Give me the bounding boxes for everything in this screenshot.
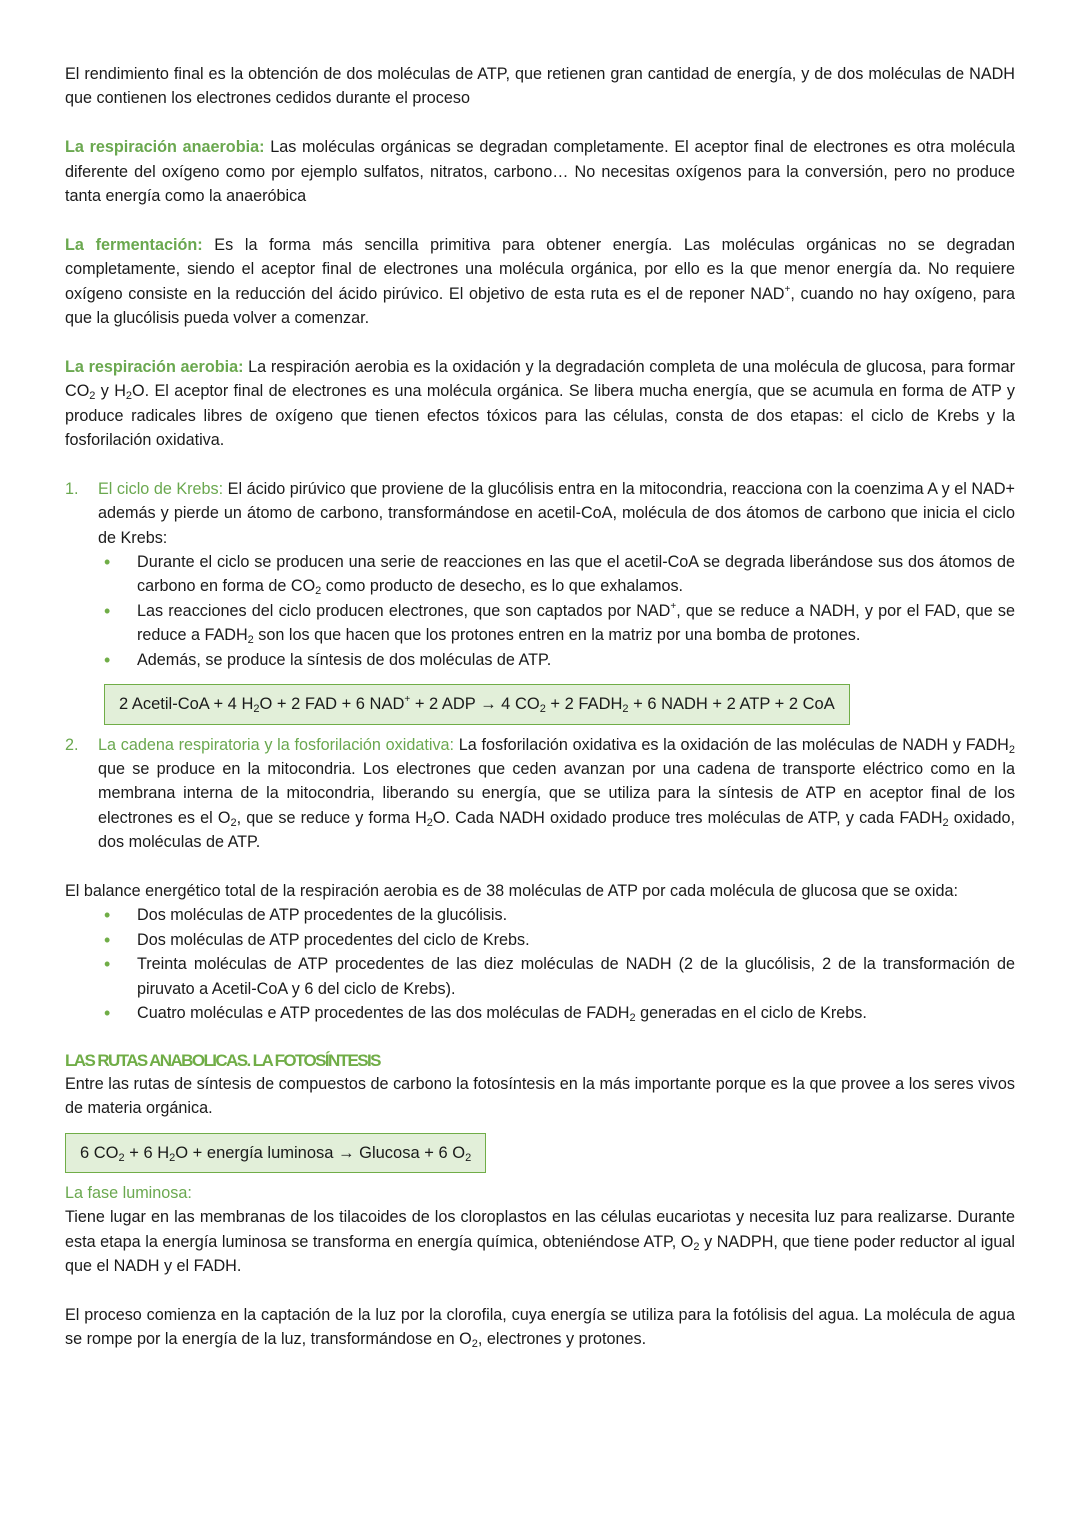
text-run: + 2 FADH [545, 695, 623, 714]
paragraph-rendimiento [65, 62, 1015, 111]
text-run: La fosforilación oxidativa es la oxidación de las moléculas de NADH y FADH [454, 735, 1009, 754]
subscript: 2 [693, 1240, 700, 1253]
text-run: O + 2 FAD + 6 NAD [259, 695, 405, 714]
subscript: 2 [942, 816, 949, 829]
equation-krebs-wrapper [65, 672, 1015, 732]
bullet-item [104, 952, 1015, 1001]
text-run: Las moléculas orgánicas se degradan completamente. El aceptor final de electrones es otra molécula diferente del oxígeno como por ejemplo sulfatos, nitratos, carbono… No necesitas oxígenos para la conversión, pero no produce tanta energía como la anaeróbica [65, 138, 1015, 206]
subscript: 2 [169, 1151, 176, 1164]
bullet-item [104, 648, 1015, 672]
text-run: El balance energético total de la respiración aerobia es de 38 moléculas de ATP por cada molécula de glucosa que se oxida: [65, 881, 958, 900]
numbered-list [65, 477, 1015, 672]
text-run: , cuando no hay oxígeno, para que la glucólisis pueda volver a comenzar. [65, 284, 1015, 328]
text-run: que se produce en la mitocondria. Los electrones que ceden avanzan por una cadena de transporte eléctrico como en la membrana interna de la mitocondria, liberando su energía, que se utiliza para la síntesis de ATP en aceptor final de los electrones es el O [98, 759, 1015, 827]
text-run: El ácido pirúvico que proviene de la glucólisis entra en la mitocondria, reacciona con la coenzima A y el NAD+ además y pierde un átomo de carbono, transformándose en acetil-CoA, molécula de dos átomos de carbono que inicia el ciclo de Krebs: [98, 479, 1015, 547]
text-run: O. El aceptor final de electrones es una molécula orgánica. Se libera mucha energía, que se acumula en forma de ATP y produce radicales libres de oxígeno que tienen efectos tóxicos para las células, consta de dos etapas: el ciclo de Krebs y la fosforilación oxidativa. [65, 382, 1016, 450]
text-run: Dos moléculas de ATP procedentes de la glucólisis. [137, 906, 508, 925]
bullet-item [104, 903, 1015, 927]
text-run: O + energía luminosa → Glucosa + 6 O [175, 1143, 466, 1162]
paragraph-fase-luminosa [65, 1205, 1015, 1278]
text-run: Es la forma más sencilla primitiva para obtener energía. Las moléculas orgánicas no se degradan completamente, siendo el aceptor final de electrones una molécula orgánica, por ello es la que menor energía da. No requiere oxígeno consiste en la reducción del ácido pirúvico. El objetivo de esta ruta es el de reponer NAD [65, 235, 1015, 303]
list-item-cadena-respiratoria [65, 733, 1015, 855]
text-run: son los que hacen que los protones entren en la matriz por una bomba de protones. [253, 626, 861, 645]
term-label: El ciclo de Krebs: [98, 479, 224, 498]
subscript: 2 [465, 1151, 472, 1164]
text-run: La respiración aerobia es la oxidación y la degradación completa de una molécula de glucosa, para formar CO [65, 357, 1015, 401]
superscript: + [784, 283, 791, 295]
section-heading-fotosintesis [65, 1050, 1015, 1072]
text-run: + 6 H [124, 1143, 170, 1162]
text-run: Treinta moléculas de ATP procedentes de las diez moléculas de NADH (2 de la glucólisis, 2 de la transformación de piruvato a Acetil-CoA y 6 del ciclo de Krebs). [137, 955, 1015, 998]
bullet-item [104, 928, 1015, 952]
text-run: 6 CO [80, 1143, 119, 1162]
text-run: O. Cada NADH oxidado produce tres moléculas de ATP, y cada FADH [432, 808, 943, 827]
term-label: La cadena respiratoria y la fosforilación oxidativa: [98, 735, 455, 754]
paragraph-fotolisis [65, 1303, 1015, 1352]
text-run: como producto de desecho, es lo que exhalamos. [321, 577, 684, 596]
text-run: y H [95, 382, 126, 401]
list-item-ciclo-krebs [65, 477, 1015, 672]
list-number: 2. [65, 735, 79, 754]
text-run: Durante el ciclo se producen una serie de reacciones en las que el acetil-CoA se degrada liberándose sus dos átomos de carbono en forma de CO [137, 553, 1015, 596]
term-label: La respiración anaerobia: [65, 138, 265, 157]
term-label: La fermentación: [65, 235, 203, 254]
subheading-fase-luminosa [65, 1181, 1015, 1205]
subscript: 2 [1008, 743, 1015, 756]
equation-fotosintesis [65, 1133, 486, 1173]
term-label: La fase luminosa: [65, 1183, 192, 1202]
superscript: + [404, 694, 411, 706]
paragraph-fotosintesis-intro [65, 1072, 1015, 1121]
subscript: 2 [230, 816, 237, 829]
text-run: y NADPH, que tiene poder reductor al igual que el NADH y el FADH. [65, 1232, 1016, 1276]
subscript: 2 [315, 585, 322, 598]
document-page [65, 62, 1015, 1376]
subscript: 2 [125, 390, 133, 403]
text-run: Entre las rutas de síntesis de compuestos de carbono la fotosíntesis en la más importante porque es la que provee a los seres vivos de materia orgánica. [65, 1074, 1015, 1118]
subscript: 2 [89, 390, 96, 403]
text-run: 2 Acetil-CoA + 4 H [119, 695, 254, 714]
bullet-list [98, 550, 1015, 672]
paragraph-respiracion-aerobia [65, 355, 1015, 453]
subscript: 2 [471, 1338, 478, 1351]
text-run: El rendimiento final es la obtención de dos moléculas de ATP, que retienen gran cantidad de energía, y de dos moléculas de NADH que contienen los electrones cedidos durante el proceso [65, 65, 1015, 108]
numbered-list [65, 733, 1015, 855]
text-run: El proceso comienza en la captación de la luz por la clorofila, cuya energía se utiliza para la fotólisis del agua. La molécula de agua se rompe por la energía de la luz, transformándose en O [65, 1305, 1015, 1349]
subscript: 2 [426, 816, 433, 829]
superscript: + [670, 600, 677, 612]
term-label: La respiración aerobia: [65, 357, 244, 376]
paragraph-balance-energetico [65, 879, 1015, 903]
text-run: + 6 NADH + 2 ATP + 2 CoA [628, 695, 835, 714]
text-run: , electrones y protones. [477, 1330, 647, 1349]
bullet-item [104, 599, 1015, 648]
subscript: 2 [118, 1151, 125, 1164]
text-run: Cuatro moléculas e ATP procedentes de las dos moléculas de FADH [137, 1003, 630, 1022]
subscript: 2 [247, 634, 254, 647]
paragraph-fermentacion [65, 233, 1015, 331]
paragraph-respiracion-anaerobia [65, 135, 1015, 208]
text-run: Las reacciones del ciclo producen electrones, que son captados por NAD [137, 601, 671, 620]
equation-krebs [104, 684, 850, 724]
text-run: , que se reduce a NADH, y por el FAD, que se reduce a FADH [137, 601, 1015, 645]
subscript: 2 [622, 703, 629, 716]
subscript: 2 [539, 703, 546, 716]
text-run: Tiene lugar en las membranas de los tilacoides de los cloroplastos en las células eucariotas y necesita luz para realizarse. Durante esta etapa la energía luminosa se transforma en energía química, obteniéndose ATP, O [65, 1208, 1015, 1251]
text-run: LAS RUTAS ANABOLICAS. LA FOTOSÍNTESIS [65, 1050, 380, 1070]
text-run: Además, se produce la síntesis de dos moléculas de ATP. [137, 650, 552, 669]
subscript: 2 [253, 703, 260, 716]
bullet-item [104, 550, 1015, 599]
subscript: 2 [629, 1011, 636, 1024]
text-run: + 2 ADP → 4 CO [410, 695, 540, 714]
list-number: 1. [65, 479, 79, 498]
balance-list [65, 903, 1015, 1025]
bullet-item [104, 1001, 1015, 1025]
text-run: generadas en el ciclo de Krebs. [635, 1003, 867, 1022]
text-run: oxidado, dos moléculas de ATP. [98, 808, 1015, 852]
text-run: , que se reduce y forma H [236, 808, 427, 827]
equation-fotosintesis-wrapper [65, 1121, 1015, 1181]
text-run: Dos moléculas de ATP procedentes del ciclo de Krebs. [137, 930, 530, 949]
